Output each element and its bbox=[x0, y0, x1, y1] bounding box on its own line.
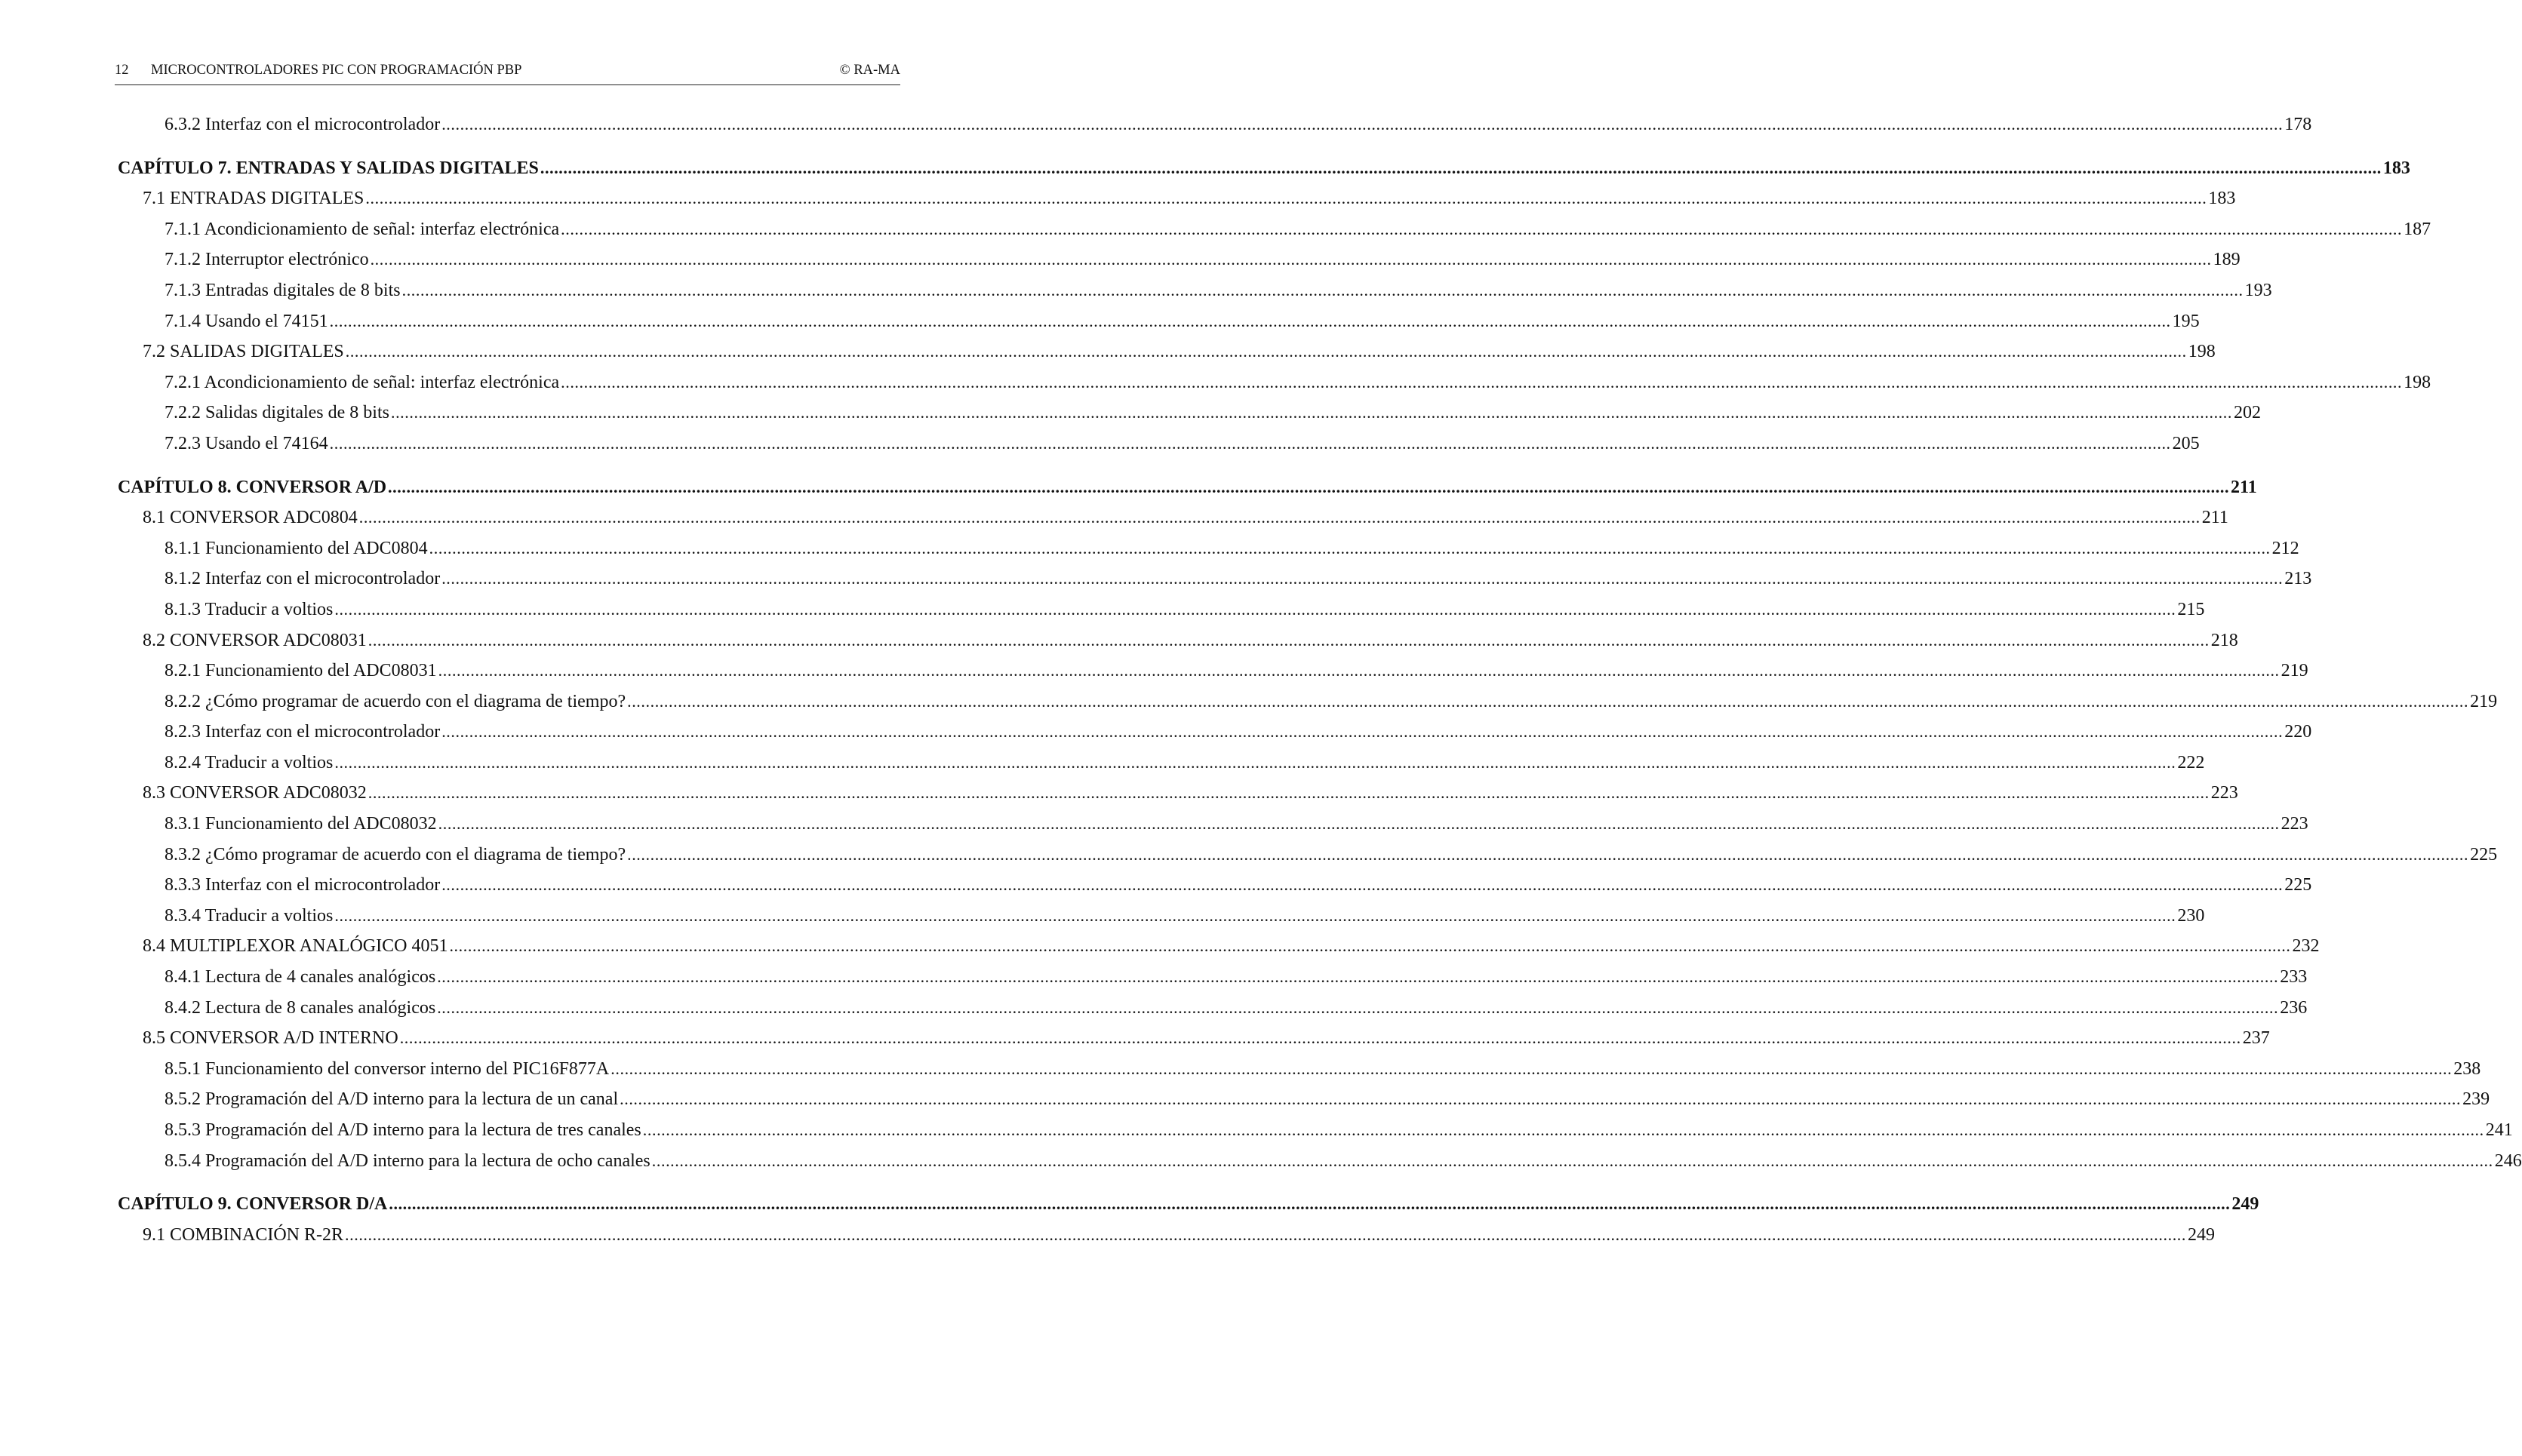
toc-subsection-entry bbox=[118, 717, 2312, 748]
dot-leader: ................................................................................................................................................................................................................................................................................................................................................................................................................ bbox=[438, 814, 2280, 834]
toc-page-number: 230 bbox=[2177, 905, 2205, 926]
dot-leader: ................................................................................................................................................................................................................................................................................................................................................................................................................ bbox=[365, 189, 2207, 208]
toc-entry-title: 7.2 SALIDAS DIGITALES bbox=[143, 342, 344, 362]
toc-entry-title: 8.5.4 Programación del A/D interno para la lectura de ocho canales bbox=[165, 1150, 650, 1171]
toc-page-number: 183 bbox=[2208, 189, 2236, 209]
toc-entry-title: 8.3.4 Traducir a voltios bbox=[165, 905, 334, 926]
toc-subsection-entry bbox=[118, 429, 2200, 459]
toc-subsection-entry bbox=[118, 306, 2200, 337]
toc-subsection-entry bbox=[118, 367, 2431, 398]
dot-leader: ................................................................................................................................................................................................................................................................................................................................................................................................................ bbox=[390, 403, 2232, 422]
toc-entry-title: 7.1.3 Entradas digitales de 8 bits bbox=[165, 280, 401, 300]
toc-section-entry bbox=[118, 336, 2216, 367]
toc-page-number: 238 bbox=[2453, 1058, 2481, 1079]
toc-entry-title: 7.1.1 Acondicionamiento de señal: interfaz electrónica bbox=[165, 219, 560, 239]
dot-leader: ................................................................................................................................................................................................................................................................................................................................................................................................................ bbox=[399, 1028, 2241, 1048]
toc-subsection-entry bbox=[118, 564, 2312, 594]
toc-chapter-entry bbox=[118, 472, 2257, 503]
toc-entry-title: 8.1.1 Funcionamiento del ADC0804 bbox=[165, 538, 428, 558]
dot-leader: ................................................................................................................................................................................................................................................................................................................................................................................................................ bbox=[627, 844, 2469, 864]
dot-leader: ................................................................................................................................................................................................................................................................................................................................................................................................................ bbox=[441, 569, 2284, 588]
toc-entry-title: 8.2.3 Interfaz con el microcontrolador bbox=[165, 722, 441, 742]
toc-subsection-entry bbox=[118, 962, 2308, 993]
toc-entry-title: 8.4.1 Lectura de 4 canales analógicos bbox=[165, 967, 436, 988]
toc-page-number: 225 bbox=[2284, 875, 2312, 895]
toc-entry-title: 8.2.1 Funcionamiento del ADC08031 bbox=[165, 661, 437, 681]
toc-chapter-entry bbox=[118, 1189, 2259, 1220]
toc-page-number: 225 bbox=[2470, 844, 2498, 865]
toc-entry-title: CAPÍTULO 7. ENTRADAS Y SALIDAS DIGITALES bbox=[118, 158, 539, 178]
toc-section-entry bbox=[118, 183, 2236, 214]
toc-entry-title: 8.4.2 Lectura de 8 canales analógicos bbox=[165, 997, 436, 1018]
toc-section-entry bbox=[118, 931, 2320, 962]
toc-entry-title: 8.3.3 Interfaz con el microcontrolador bbox=[165, 875, 441, 895]
dot-leader: ................................................................................................................................................................................................................................................................................................................................................................................................................ bbox=[437, 967, 2279, 987]
dot-leader: ................................................................................................................................................................................................................................................................................................................................................................................................................ bbox=[389, 1194, 2231, 1214]
toc-page-number: 223 bbox=[2210, 783, 2238, 803]
toc-subsection-entry bbox=[118, 594, 2205, 625]
dot-leader: ................................................................................................................................................................................................................................................................................................................................................................................................................ bbox=[561, 219, 2403, 238]
dot-leader: ................................................................................................................................................................................................................................................................................................................................................................................................................ bbox=[437, 997, 2279, 1017]
dot-leader: ................................................................................................................................................................................................................................................................................................................................................................................................................ bbox=[329, 311, 2171, 330]
dot-leader: ................................................................................................................................................................................................................................................................................................................................................................................................................ bbox=[540, 158, 2382, 177]
dot-leader: ................................................................................................................................................................................................................................................................................................................................................................................................................ bbox=[345, 1224, 2187, 1244]
toc-page-number: 232 bbox=[2292, 936, 2320, 957]
dot-leader: ................................................................................................................................................................................................................................................................................................................................................................................................................ bbox=[368, 783, 2210, 803]
toc-entry-title: 8.3.2 ¿Cómo programar de acuerdo con el diagrama de tiempo? bbox=[165, 844, 626, 865]
toc-entry-title: 8.5 CONVERSOR A/D INTERNO bbox=[143, 1028, 398, 1049]
dot-leader: ................................................................................................................................................................................................................................................................................................................................................................................................................ bbox=[438, 661, 2280, 680]
dot-leader: ................................................................................................................................................................................................................................................................................................................................................................................................................ bbox=[651, 1150, 2493, 1170]
dot-leader: ................................................................................................................................................................................................................................................................................................................................................................................................................ bbox=[334, 752, 2176, 772]
toc-page-number: 205 bbox=[2172, 433, 2200, 453]
dot-leader: ................................................................................................................................................................................................................................................................................................................................................................................................................ bbox=[370, 250, 2212, 269]
toc-page-number: 218 bbox=[2210, 630, 2238, 650]
dot-leader: ................................................................................................................................................................................................................................................................................................................................................................................................................ bbox=[334, 599, 2176, 619]
dot-leader: ................................................................................................................................................................................................................................................................................................................................................................................................................ bbox=[561, 372, 2403, 392]
toc-page-number: 212 bbox=[2271, 538, 2299, 558]
toc-page-number: 223 bbox=[2281, 814, 2308, 834]
toc-page-number: 236 bbox=[2280, 997, 2308, 1018]
toc-entry-title: 8.1.2 Interfaz con el microcontrolador bbox=[165, 569, 441, 589]
toc-entry-title: CAPÍTULO 8. CONVERSOR A/D bbox=[118, 477, 387, 497]
toc-subsection-entry bbox=[118, 870, 2312, 901]
toc-subsection-entry bbox=[118, 1054, 2481, 1085]
toc-page-number: 211 bbox=[2201, 508, 2228, 528]
toc-subsection-entry bbox=[118, 533, 2299, 564]
running-title: MICROCONTROLADORES PIC CON PROGRAMACIÓN PBP bbox=[151, 63, 522, 78]
toc-subsection-entry bbox=[118, 748, 2205, 779]
toc-subsection-entry bbox=[118, 214, 2431, 245]
page-header bbox=[115, 59, 900, 85]
toc-page-number: 233 bbox=[2280, 967, 2308, 988]
dot-leader: ................................................................................................................................................................................................................................................................................................................................................................................................................ bbox=[329, 433, 2171, 453]
toc-entry-title: 8.1.3 Traducir a voltios bbox=[165, 599, 334, 619]
toc-page-number: 193 bbox=[2244, 280, 2272, 300]
toc-page-number: 249 bbox=[2231, 1194, 2259, 1215]
dot-leader: ................................................................................................................................................................................................................................................................................................................................................................................................................ bbox=[368, 630, 2210, 650]
toc-subsection-entry bbox=[118, 1146, 2522, 1177]
dot-leader: ................................................................................................................................................................................................................................................................................................................................................................................................................ bbox=[345, 342, 2187, 361]
toc-page-number: 202 bbox=[2233, 403, 2261, 423]
dot-leader: ................................................................................................................................................................................................................................................................................................................................................................................................................ bbox=[334, 905, 2176, 925]
dot-leader: ................................................................................................................................................................................................................................................................................................................................................................................................................ bbox=[611, 1058, 2453, 1078]
toc-section-entry bbox=[118, 778, 2238, 809]
toc-entry-title: 8.2 CONVERSOR ADC08031 bbox=[143, 630, 367, 650]
toc-page-number: 178 bbox=[2284, 115, 2312, 134]
toc-page-number: 237 bbox=[2242, 1028, 2270, 1049]
toc-subsection-entry bbox=[118, 687, 2498, 717]
dot-leader: ................................................................................................................................................................................................................................................................................................................................................................................................................ bbox=[441, 722, 2284, 742]
dot-leader: ................................................................................................................................................................................................................................................................................................................................................................................................................ bbox=[358, 508, 2201, 527]
toc-page-number: 239 bbox=[2462, 1089, 2490, 1110]
toc-page-number: 189 bbox=[2213, 250, 2241, 270]
toc-section-entry bbox=[118, 502, 2228, 533]
toc-subsection-entry bbox=[118, 109, 2312, 140]
dot-leader: ................................................................................................................................................................................................................................................................................................................................................................................................................ bbox=[441, 115, 2284, 134]
dot-leader: ................................................................................................................................................................................................................................................................................................................................................................................................................ bbox=[388, 477, 2230, 496]
toc-entry-title: 6.3.2 Interfaz con el microcontrolador bbox=[165, 115, 441, 134]
toc-section-entry bbox=[118, 1023, 2270, 1054]
dot-leader: ................................................................................................................................................................................................................................................................................................................................................................................................................ bbox=[620, 1089, 2462, 1109]
toc-chapter-entry bbox=[118, 153, 2410, 184]
toc-page-number: 183 bbox=[2382, 158, 2410, 178]
toc-page-number: 213 bbox=[2284, 569, 2312, 589]
toc-page-number: 220 bbox=[2284, 722, 2312, 742]
toc-page-number: 215 bbox=[2177, 599, 2205, 619]
toc-page-number: 241 bbox=[2485, 1120, 2513, 1140]
toc-entry-title: CAPÍTULO 9. CONVERSOR D/A bbox=[118, 1194, 388, 1215]
toc-entry-title: 8.1 CONVERSOR ADC0804 bbox=[143, 508, 358, 528]
toc-subsection-entry bbox=[118, 1115, 2513, 1146]
toc-page-number: 219 bbox=[2470, 691, 2498, 711]
toc-page-number: 219 bbox=[2281, 661, 2308, 681]
toc-page-number: 249 bbox=[2188, 1224, 2216, 1245]
toc-entry-title: 8.5.1 Funcionamiento del conversor interno del PIC16F877A bbox=[165, 1058, 610, 1079]
toc-section-entry bbox=[118, 625, 2238, 656]
toc-entry-title: 8.3.1 Funcionamiento del ADC08032 bbox=[165, 814, 437, 834]
toc-page-number: 246 bbox=[2494, 1150, 2522, 1171]
toc-subsection-entry bbox=[118, 398, 2261, 429]
toc-page-number: 198 bbox=[2188, 342, 2216, 362]
dot-leader: ................................................................................................................................................................................................................................................................................................................................................................................................................ bbox=[627, 691, 2469, 711]
toc-entry-title: 7.1 ENTRADAS DIGITALES bbox=[143, 189, 364, 209]
toc-page-number: 198 bbox=[2404, 372, 2431, 392]
toc-entry-title: 8.4 MULTIPLEXOR ANALÓGICO 4051 bbox=[143, 936, 448, 957]
toc-entry-title: 9.1 COMBINACIÓN R-2R bbox=[143, 1224, 344, 1245]
dot-leader: ................................................................................................................................................................................................................................................................................................................................................................................................................ bbox=[429, 538, 2271, 558]
toc-entry-title: 7.1.2 Interruptor electrónico bbox=[165, 250, 369, 270]
dot-leader: ................................................................................................................................................................................................................................................................................................................................................................................................................ bbox=[441, 875, 2284, 895]
toc-subsection-entry bbox=[118, 1084, 2490, 1115]
toc-entry-title: 8.2.4 Traducir a voltios bbox=[165, 752, 334, 773]
toc-entry-title: 7.2.2 Salidas digitales de 8 bits bbox=[165, 403, 389, 423]
toc-subsection-entry bbox=[118, 901, 2205, 932]
toc-entry-title: 8.5.2 Programación del A/D interno para la lectura de un canal bbox=[165, 1089, 619, 1110]
dot-leader: ................................................................................................................................................................................................................................................................................................................................................................................................................ bbox=[642, 1120, 2484, 1139]
toc-entry-title: 7.2.3 Usando el 74164 bbox=[165, 433, 328, 453]
toc-page-number: 195 bbox=[2172, 311, 2200, 331]
toc-entry-title: 7.2.1 Acondicionamiento de señal: interfaz electrónica bbox=[165, 372, 560, 392]
toc-subsection-entry bbox=[118, 244, 2241, 275]
publisher-mark: © RA-MA bbox=[839, 63, 900, 78]
toc-page-number: 222 bbox=[2177, 752, 2205, 773]
toc-subsection-entry bbox=[118, 656, 2308, 687]
dot-leader: ................................................................................................................................................................................................................................................................................................................................................................................................................ bbox=[401, 280, 2244, 299]
dot-leader: ................................................................................................................................................................................................................................................................................................................................................................................................................ bbox=[449, 936, 2291, 956]
toc-subsection-entry bbox=[118, 809, 2308, 840]
toc-entry-title: 8.5.3 Programación del A/D interno para la lectura de tres canales bbox=[165, 1120, 641, 1140]
page-number: 12 bbox=[115, 63, 129, 78]
toc-entry-title: 7.1.4 Usando el 74151 bbox=[165, 311, 328, 331]
toc-entry-title: 8.3 CONVERSOR ADC08032 bbox=[143, 783, 367, 803]
toc-subsection-entry bbox=[118, 275, 2272, 306]
table-of-contents bbox=[118, 109, 2522, 1250]
toc-page-number: 187 bbox=[2404, 219, 2431, 239]
toc-page-number: 211 bbox=[2231, 477, 2257, 497]
toc-subsection-entry bbox=[118, 840, 2498, 871]
toc-entry-title: 8.2.2 ¿Cómo programar de acuerdo con el diagrama de tiempo? bbox=[165, 691, 626, 711]
toc-subsection-entry bbox=[118, 993, 2308, 1024]
toc-section-entry bbox=[118, 1220, 2216, 1251]
